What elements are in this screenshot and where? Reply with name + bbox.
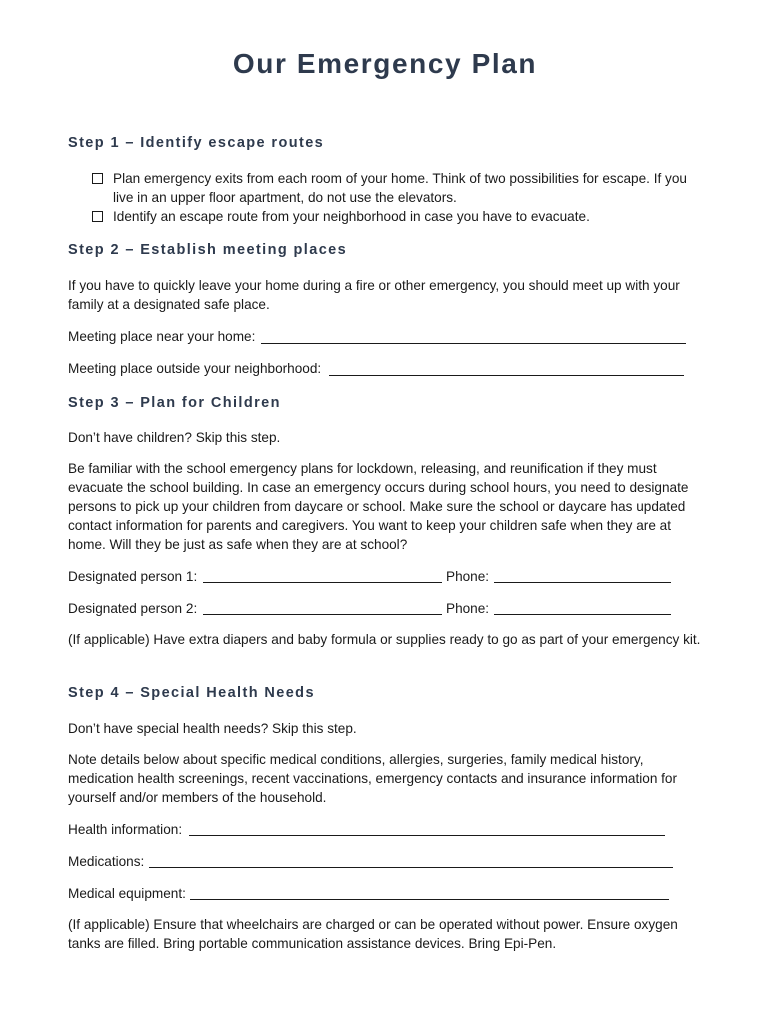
medical-equipment-label: Medical equipment: [68,886,186,901]
health-info-label: Health information: [68,822,183,837]
step3-applicable: (If applicable) Have extra diapers and baby formula or supplies ready to go as part of your emergency kit. [68,632,701,647]
person1-phone-row [446,567,489,587]
meeting-near-row [68,327,688,347]
step2-heading: Step 2 – Establish meeting places [68,242,348,258]
step4-body: Note details below about specific medical conditions, allergies, surgeries, family medical history, medication health screenings, recent vaccinations, emergency contacts and insurance information for yourself and/or members of the household. [68,752,678,805]
medications-field[interactable] [149,867,673,868]
step3-skip: Don’t have children? Skip this step. [68,430,281,445]
person1-row [68,567,688,587]
person2-phone-field[interactable] [494,614,671,615]
step3-heading: Step 3 – Plan for Children [68,395,281,411]
person2-label: Designated person 2: [68,601,198,616]
checkbox-1[interactable] [92,173,103,184]
person1-label: Designated person 1: [68,569,198,584]
medical-equipment-row [68,884,688,904]
step3-body: Be familiar with the school emergency plans for lockdown, releasing, and reunification if they must evacuate the school building. In case an emergency occurs during school hours, you need to designate persons to pick up your children from daycare or school. Make sure the school or daycare has updated contact information for parents and caregivers. You want to keep your children safe when they are at home. Will they be just as safe when they are at school? [68,461,689,552]
checklist-item-1-text: Plan emergency exits from each room of your home. Think of two possibilities for escape. If you live in an upper floor apartment, do not use the elevators. [113,171,687,205]
meeting-near-field[interactable] [261,343,686,344]
medications-label: Medications: [68,854,145,869]
checklist-item-2-text: Identify an escape route from your neighborhood in case you have to evacuate. [113,209,590,224]
person1-phone-field[interactable] [494,582,671,583]
person2-field[interactable] [203,614,442,615]
medical-equipment-field[interactable] [190,899,669,900]
step4-applicable: (If applicable) Ensure that wheelchairs are charged or can be operated without power. Ensure oxygen tanks are filled. Bring portable communication assistance devices. Bring Epi-Pen. [68,917,678,951]
meeting-near-label: Meeting place near your home: [68,329,256,344]
health-info-field[interactable] [189,835,665,836]
person2-phone-label: Phone: [446,601,490,616]
health-info-row [68,820,688,840]
person2-row [68,599,688,619]
meeting-outside-field[interactable] [329,375,684,376]
person1-phone-label: Phone: [446,569,490,584]
meeting-outside-label: Meeting place outside your neighborhood: [68,361,322,376]
step1-heading: Step 1 – Identify escape routes [68,135,325,151]
step4-skip: Don’t have special health needs? Skip this step. [68,721,357,736]
step2-intro: If you have to quickly leave your home during a fire or other emergency, you should meet up with your family at a designated safe place. [68,278,680,312]
medications-row [68,852,688,872]
person2-phone-row [446,599,489,619]
person1-field[interactable] [203,582,442,583]
step4-heading: Step 4 – Special Health Needs [68,685,315,701]
checkbox-2[interactable] [92,211,103,222]
meeting-outside-row [68,359,688,379]
page-title: Our Emergency Plan [232,48,538,79]
